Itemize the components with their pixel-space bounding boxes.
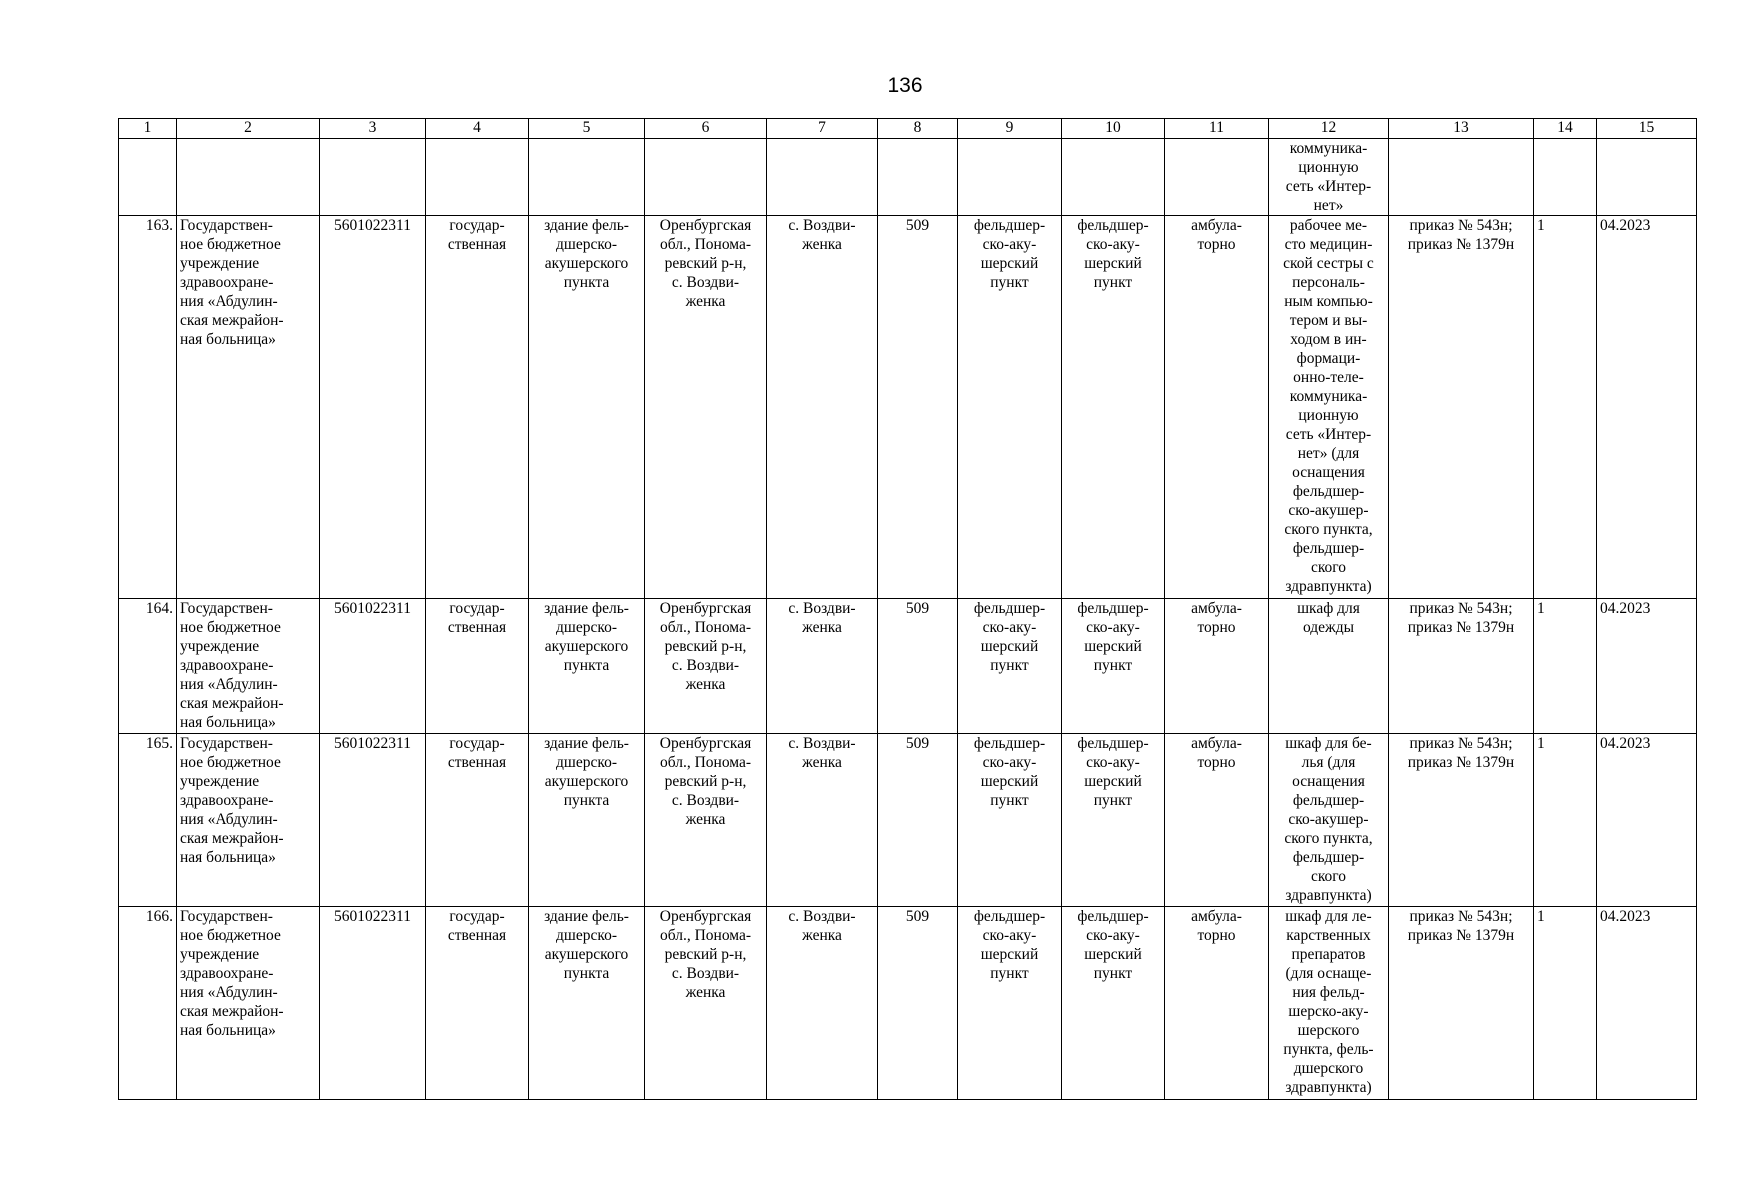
text-line: здравоохране- xyxy=(180,792,274,809)
text-line: ская межрайон- xyxy=(180,1003,284,1020)
cell-care-condition xyxy=(1165,216,1269,599)
text-line: ственная xyxy=(447,927,507,944)
cell-population: 509 xyxy=(878,907,958,1100)
text-line: учреждение xyxy=(180,773,260,790)
text-line: пункт xyxy=(990,965,1029,982)
text-line: торно xyxy=(1197,236,1236,253)
text-line: амбула- xyxy=(1191,600,1242,617)
cell-inn: 5601022311 xyxy=(320,216,426,599)
text-line: лья (для xyxy=(1301,754,1356,771)
column-number: 10 xyxy=(1062,119,1165,139)
cell-address xyxy=(645,216,767,599)
text-line: ская межрайон- xyxy=(180,830,284,847)
text-line: пункта xyxy=(563,274,610,291)
table-row xyxy=(119,216,1697,599)
text-line: фельдшер- xyxy=(1292,483,1365,500)
text-line: шкаф для ле- xyxy=(1285,908,1372,925)
cell-empty xyxy=(1062,139,1165,216)
text-line: дшерско- xyxy=(556,236,617,253)
column-number: 5 xyxy=(529,119,645,139)
text-line: здравпункта) xyxy=(1285,578,1372,595)
text-line: ная больница» xyxy=(180,849,276,866)
cell-address xyxy=(645,734,767,907)
text-line: ско-аку- xyxy=(982,927,1037,944)
text-line: пункт xyxy=(990,657,1029,674)
text-line: приказ № 543н; xyxy=(1409,908,1513,925)
text-line: с. Воздви- xyxy=(788,217,856,234)
text-line: приказ № 1379н xyxy=(1407,754,1515,771)
cell-empty xyxy=(426,139,529,216)
text-line: фельдшер- xyxy=(1077,735,1149,752)
column-number: 11 xyxy=(1165,119,1269,139)
cell-building xyxy=(529,216,645,599)
text-line: фельдшер- xyxy=(1292,849,1365,866)
text-line: сеть «Интер- xyxy=(1285,178,1372,195)
cell-legal-basis xyxy=(1389,216,1534,599)
cell-population: 509 xyxy=(878,734,958,907)
text-line: женка xyxy=(685,984,726,1001)
text-line: женка xyxy=(685,293,726,310)
text-line: Оренбургская xyxy=(659,217,752,234)
cell-ownership xyxy=(426,599,529,734)
text-line: ская межрайон- xyxy=(180,695,284,712)
text-line: шкаф для бе- xyxy=(1285,735,1372,752)
text-line: фельдшер- xyxy=(1077,217,1149,234)
text-line: ского пункта, xyxy=(1284,521,1373,538)
cell-building xyxy=(529,734,645,907)
text-line: ского пункта, xyxy=(1284,830,1373,847)
text-line: женка xyxy=(685,676,726,693)
text-line: шерско-аку- xyxy=(1288,1003,1369,1020)
column-number: 14 xyxy=(1534,119,1597,139)
text-line: ско-аку- xyxy=(1086,927,1140,944)
text-line: здание фель- xyxy=(544,735,629,752)
text-line: шерский xyxy=(980,773,1039,790)
text-line: шкаф для xyxy=(1297,600,1360,617)
cell-empty xyxy=(119,139,177,216)
text-line: ско-аку- xyxy=(1086,619,1140,636)
text-line: пункт xyxy=(990,274,1029,291)
text-line: (для оснаще- xyxy=(1285,965,1372,982)
text-line: ное бюджетное xyxy=(180,927,281,944)
text-line: ния «Абдулин- xyxy=(180,811,278,828)
column-number: 15 xyxy=(1597,119,1697,139)
text-line: ская межрайон- xyxy=(180,312,284,329)
cell-address xyxy=(645,907,767,1100)
cell-settlement xyxy=(767,216,878,599)
cell-empty xyxy=(177,139,320,216)
text-line: рабочее ме- xyxy=(1289,217,1368,234)
text-line: шерский xyxy=(1084,946,1142,963)
text-line: ственная xyxy=(447,754,507,771)
text-line: Государствен- xyxy=(180,735,273,752)
text-line: учреждение xyxy=(180,946,260,963)
text-line: нет» xyxy=(1313,197,1344,214)
cell-equipment-continued xyxy=(1269,139,1389,216)
text-line: оснащения xyxy=(1292,773,1365,790)
text-line: коммуника- xyxy=(1289,388,1368,405)
cell-address xyxy=(645,599,767,734)
page-number: 136 xyxy=(887,74,923,97)
text-line: с. Воздви- xyxy=(788,908,856,925)
cell-organization xyxy=(177,907,320,1100)
text-line: ственная xyxy=(447,619,507,636)
text-line: шерский xyxy=(1084,255,1142,272)
cell-subdivision xyxy=(1062,734,1165,907)
cell-subdivision xyxy=(1062,907,1165,1100)
text-line: здание фель- xyxy=(544,600,629,617)
cell-quantity: 1 xyxy=(1534,599,1597,734)
cell-date: 04.2023 xyxy=(1597,216,1697,599)
text-line: приказ № 543н; xyxy=(1409,735,1513,752)
text-line: торно xyxy=(1197,754,1236,771)
cell-organization xyxy=(177,599,320,734)
cell-ownership xyxy=(426,734,529,907)
text-line: приказ № 1379н xyxy=(1407,236,1515,253)
cell-ownership xyxy=(426,907,529,1100)
equipment-table xyxy=(118,118,1697,1100)
column-number: 6 xyxy=(645,119,767,139)
cell-population: 509 xyxy=(878,216,958,599)
text-line: Государствен- xyxy=(180,217,273,234)
text-line: здравоохране- xyxy=(180,965,274,982)
text-line: пункт xyxy=(1093,274,1133,291)
text-line: фельдшер- xyxy=(1292,792,1365,809)
text-line: шерский xyxy=(980,255,1039,272)
text-line: Оренбургская xyxy=(659,735,752,752)
text-line: торно xyxy=(1197,619,1236,636)
text-line: Государствен- xyxy=(180,908,273,925)
text-line: ско-аку- xyxy=(982,619,1037,636)
text-line: женка xyxy=(802,619,842,636)
cell-empty xyxy=(529,139,645,216)
cell-row-number: 163. xyxy=(119,216,177,599)
cell-facility-type xyxy=(958,907,1062,1100)
text-line: пункт xyxy=(1093,792,1133,809)
column-number: 8 xyxy=(878,119,958,139)
text-line: здравоохране- xyxy=(180,657,274,674)
cell-empty xyxy=(767,139,878,216)
cell-facility-type xyxy=(958,216,1062,599)
text-line: здравпункта) xyxy=(1285,887,1372,904)
cell-care-condition xyxy=(1165,734,1269,907)
text-line: ственная xyxy=(447,236,507,253)
text-line: ционную xyxy=(1298,159,1359,176)
text-line: Оренбургская xyxy=(659,908,752,925)
text-line: ния «Абдулин- xyxy=(180,984,278,1001)
cell-care-condition xyxy=(1165,599,1269,734)
text-line: здравоохране- xyxy=(180,274,274,291)
column-number-row xyxy=(119,119,1697,139)
text-line: ско-аку- xyxy=(1086,754,1140,771)
text-line: фельдшер- xyxy=(973,735,1046,752)
text-line: одежды xyxy=(1302,619,1355,636)
text-line: шерский xyxy=(1084,773,1142,790)
text-line: амбула- xyxy=(1191,735,1242,752)
text-line: акушерского xyxy=(544,638,629,655)
text-line: государ- xyxy=(449,735,505,752)
cell-care-condition xyxy=(1165,907,1269,1100)
text-line: нет» (для xyxy=(1297,445,1360,462)
text-line: формаци- xyxy=(1296,350,1361,367)
text-line: шерский xyxy=(980,638,1039,655)
text-line: онно-теле- xyxy=(1293,369,1364,386)
text-line: дшерско- xyxy=(556,619,617,636)
cell-equipment xyxy=(1269,216,1389,599)
text-line: ния «Абдулин- xyxy=(180,293,278,310)
text-line: обл., Понома- xyxy=(659,619,752,636)
cell-ownership xyxy=(426,216,529,599)
text-line: дшерского xyxy=(1293,1060,1364,1077)
cell-legal-basis xyxy=(1389,907,1534,1100)
text-line: ревский р-н, xyxy=(664,946,747,963)
text-line: женка xyxy=(685,811,726,828)
text-line: тером и вы- xyxy=(1289,312,1368,329)
text-line: учреждение xyxy=(180,255,260,272)
text-line: Оренбургская xyxy=(659,600,752,617)
text-line: ско-аку- xyxy=(982,754,1037,771)
cell-inn: 5601022311 xyxy=(320,599,426,734)
text-line: с. Воздви- xyxy=(788,600,856,617)
text-line: фельдшер- xyxy=(1077,600,1149,617)
continuation-row xyxy=(119,139,1697,216)
text-line: учреждение xyxy=(180,638,260,655)
text-line: здравпункта) xyxy=(1285,1079,1372,1096)
text-line: шерский xyxy=(1084,638,1142,655)
cell-settlement xyxy=(767,907,878,1100)
text-line: государ- xyxy=(449,600,505,617)
cell-legal-basis xyxy=(1389,734,1534,907)
text-line: карственных xyxy=(1286,927,1371,944)
text-line: пункт xyxy=(990,792,1029,809)
column-number: 3 xyxy=(320,119,426,139)
cell-facility-type xyxy=(958,734,1062,907)
text-line: фельдшер- xyxy=(1292,540,1365,557)
text-line: акушерского xyxy=(544,773,629,790)
text-line: торно xyxy=(1197,927,1236,944)
text-line: сто медицин- xyxy=(1284,236,1373,253)
cell-equipment xyxy=(1269,907,1389,1100)
text-line: ное бюджетное xyxy=(180,236,281,253)
text-line: ная больница» xyxy=(180,331,276,348)
text-line: ная больница» xyxy=(180,714,276,731)
cell-population: 509 xyxy=(878,599,958,734)
cell-quantity: 1 xyxy=(1534,734,1597,907)
text-line: фельдшер- xyxy=(973,600,1046,617)
cell-empty xyxy=(645,139,767,216)
text-line: здание фель- xyxy=(544,908,629,925)
text-line: амбула- xyxy=(1191,217,1242,234)
text-line: фельдшер- xyxy=(973,217,1046,234)
cell-organization xyxy=(177,216,320,599)
text-line: обл., Понома- xyxy=(659,754,752,771)
text-line: ния фельд- xyxy=(1292,984,1365,1001)
text-line: ского xyxy=(1310,868,1347,885)
text-line: женка xyxy=(802,754,842,771)
text-line: ным компью- xyxy=(1284,293,1373,310)
cell-quantity: 1 xyxy=(1534,907,1597,1100)
text-line: с. Воздви- xyxy=(788,735,856,752)
text-line: приказ № 543н; xyxy=(1409,600,1513,617)
cell-legal-basis xyxy=(1389,599,1534,734)
column-number: 9 xyxy=(958,119,1062,139)
text-line: ционную xyxy=(1298,407,1359,424)
cell-date: 04.2023 xyxy=(1597,734,1697,907)
cell-quantity: 1 xyxy=(1534,216,1597,599)
cell-empty xyxy=(958,139,1062,216)
text-line: ходом в ин- xyxy=(1290,331,1367,348)
text-line: ревский р-н, xyxy=(664,255,747,272)
cell-empty xyxy=(1534,139,1597,216)
text-line: пункта, фель- xyxy=(1283,1041,1374,1058)
text-line: ревский р-н, xyxy=(664,638,747,655)
cell-equipment xyxy=(1269,734,1389,907)
text-line: ско-акушер- xyxy=(1288,811,1369,828)
text-line: фельдшер- xyxy=(973,908,1046,925)
cell-row-number: 164. xyxy=(119,599,177,734)
text-line: ния «Абдулин- xyxy=(180,676,278,693)
cell-empty xyxy=(1389,139,1534,216)
text-line: ное бюджетное xyxy=(180,619,281,636)
text-line: персональ- xyxy=(1292,274,1365,291)
text-line: с. Воздви- xyxy=(671,792,740,809)
text-line: пункта xyxy=(563,965,610,982)
table-row xyxy=(119,599,1697,734)
cell-row-number: 165. xyxy=(119,734,177,907)
column-number: 13 xyxy=(1389,119,1534,139)
cell-building xyxy=(529,599,645,734)
text-line: ского xyxy=(1310,559,1347,576)
text-line: ное бюджетное xyxy=(180,754,281,771)
text-line: препаратов xyxy=(1291,946,1366,963)
text-line: оснащения xyxy=(1292,464,1365,481)
column-number: 1 xyxy=(119,119,177,139)
text-line: государ- xyxy=(449,217,505,234)
text-line: приказ № 543н; xyxy=(1409,217,1513,234)
text-line: акушерского xyxy=(544,946,629,963)
text-line: пункта xyxy=(563,657,610,674)
text-line: дшерско- xyxy=(556,927,617,944)
cell-empty xyxy=(1165,139,1269,216)
cell-organization xyxy=(177,734,320,907)
text-line: с. Воздви- xyxy=(671,657,740,674)
cell-empty xyxy=(1597,139,1697,216)
table-row xyxy=(119,907,1697,1100)
cell-equipment xyxy=(1269,599,1389,734)
text-line: амбула- xyxy=(1191,908,1242,925)
text-line: дшерско- xyxy=(556,754,617,771)
text-line: ско-аку- xyxy=(982,236,1037,253)
cell-subdivision xyxy=(1062,216,1165,599)
cell-row-number: 166. xyxy=(119,907,177,1100)
text-line: с. Воздви- xyxy=(671,274,740,291)
text-line: приказ № 1379н xyxy=(1407,927,1515,944)
table-row xyxy=(119,734,1697,907)
text-line: пункт xyxy=(1093,965,1133,982)
text-line: здание фель- xyxy=(544,217,629,234)
cell-date: 04.2023 xyxy=(1597,599,1697,734)
cell-empty xyxy=(320,139,426,216)
text-line: пункта xyxy=(563,792,610,809)
cell-facility-type xyxy=(958,599,1062,734)
text-line: сеть «Интер- xyxy=(1285,426,1372,443)
text-line: ско-аку- xyxy=(1086,236,1140,253)
text-line: приказ № 1379н xyxy=(1407,619,1515,636)
cell-empty xyxy=(878,139,958,216)
cell-settlement xyxy=(767,734,878,907)
text-line: обл., Понома- xyxy=(659,236,752,253)
text-line: ная больница» xyxy=(180,1022,276,1039)
column-number: 12 xyxy=(1269,119,1389,139)
text-line: ревский р-н, xyxy=(664,773,747,790)
text-line: ской сестры с xyxy=(1283,255,1374,272)
cell-settlement xyxy=(767,599,878,734)
cell-subdivision xyxy=(1062,599,1165,734)
text-line: фельдшер- xyxy=(1077,908,1149,925)
cell-inn: 5601022311 xyxy=(320,734,426,907)
column-number: 2 xyxy=(177,119,320,139)
column-number: 4 xyxy=(426,119,529,139)
column-number: 7 xyxy=(767,119,878,139)
text-line: женка xyxy=(802,236,842,253)
text-line: ско-акушер- xyxy=(1288,502,1369,519)
text-line: шерского xyxy=(1297,1022,1360,1039)
text-line: обл., Понома- xyxy=(659,927,752,944)
text-line: акушерского xyxy=(544,255,629,272)
text-line: пункт xyxy=(1093,657,1133,674)
cell-inn: 5601022311 xyxy=(320,907,426,1100)
cell-building xyxy=(529,907,645,1100)
text-line: государ- xyxy=(449,908,505,925)
cell-date: 04.2023 xyxy=(1597,907,1697,1100)
text-line: с. Воздви- xyxy=(671,965,740,982)
text-line: коммуника- xyxy=(1289,140,1368,157)
text-line: Государствен- xyxy=(180,600,273,617)
text-line: шерский xyxy=(980,946,1039,963)
text-line: женка xyxy=(802,927,842,944)
